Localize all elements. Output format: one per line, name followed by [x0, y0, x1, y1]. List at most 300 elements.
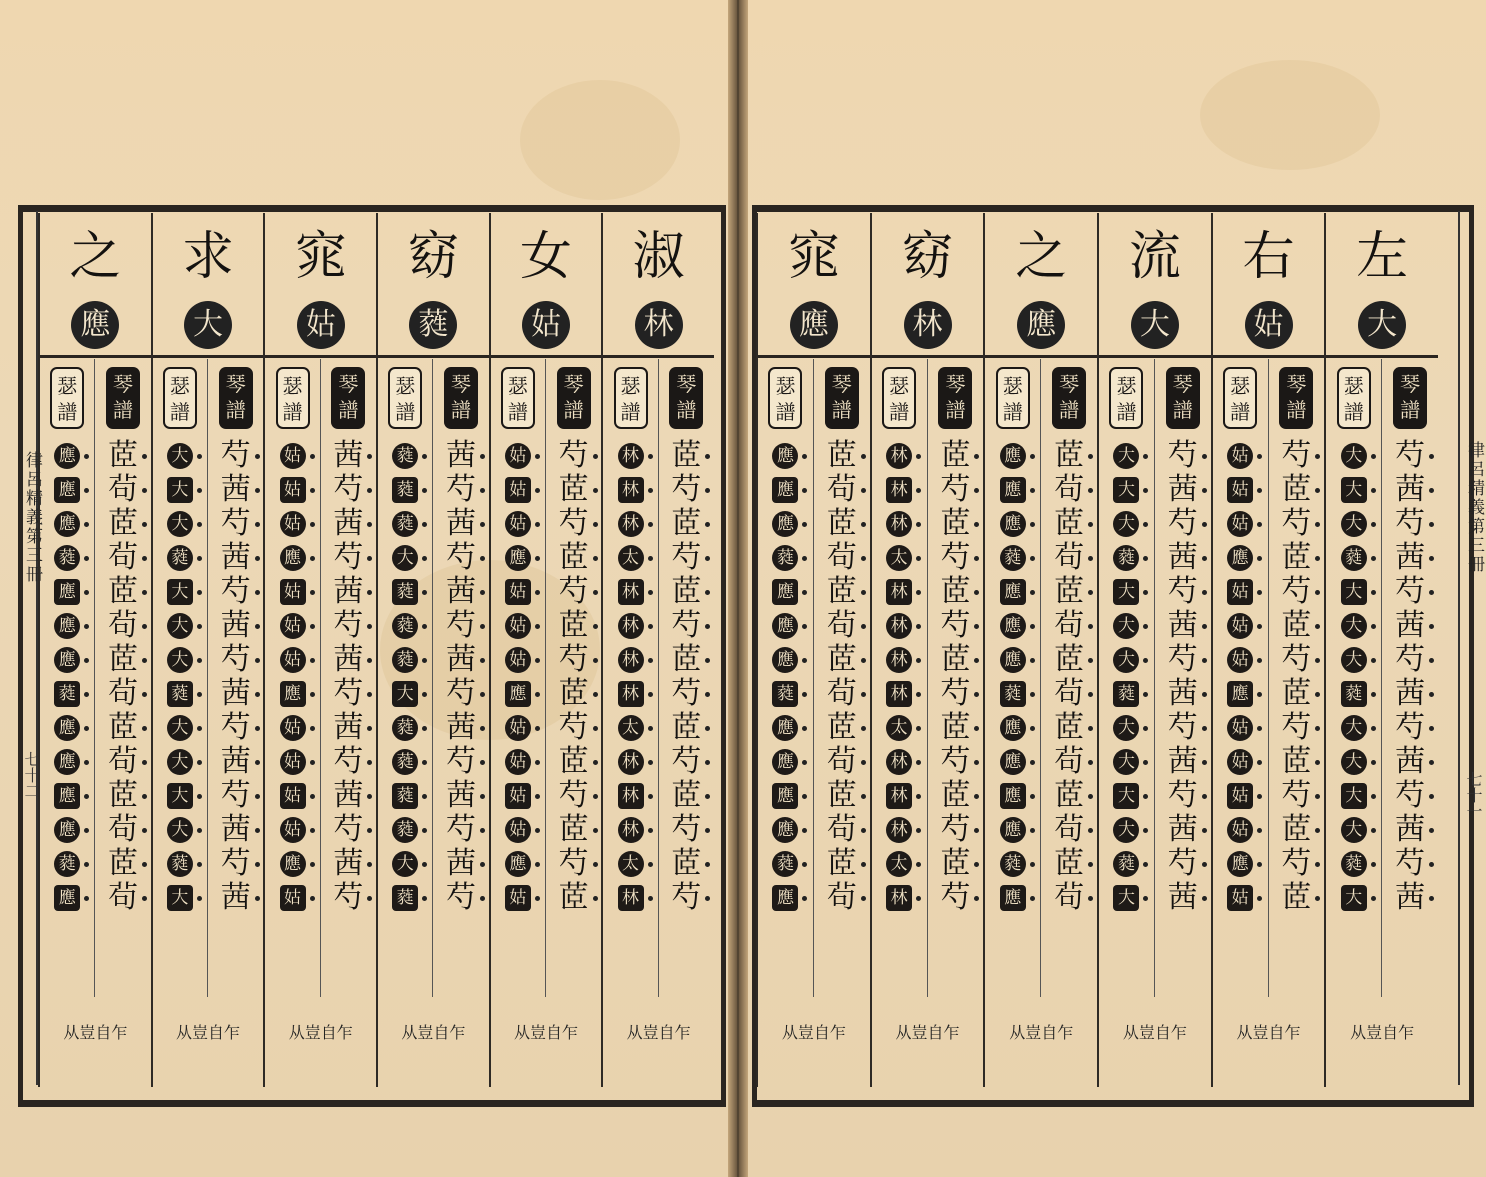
tablature-character: 茍 — [826, 608, 857, 643]
pitch-badge: 蕤 — [392, 749, 418, 775]
pitch-badge: 姑 — [280, 579, 306, 605]
tablature-character: 茜 — [446, 846, 477, 881]
qin-notation-column — [1041, 359, 1097, 997]
tablature-character: 茝 — [1054, 574, 1085, 609]
qin-notation-column — [1269, 359, 1325, 997]
se-label: 瑟譜 — [1337, 367, 1371, 429]
pitch-badge: 應 — [1000, 647, 1026, 673]
tablature-character: 芍 — [1281, 778, 1312, 813]
pitch-badge: 姑 — [505, 647, 531, 673]
tablature-character: 茝 — [108, 438, 139, 473]
pitch-badge: 大 — [1113, 511, 1139, 537]
header-divider — [265, 355, 376, 358]
score-column — [1324, 213, 1438, 1087]
column-footer: 从豈自乍 — [401, 1023, 466, 1042]
tablature-character: 茍 — [826, 744, 857, 779]
qin-notation-column — [814, 359, 870, 997]
column-footer: 从豈自乍 — [626, 1023, 691, 1042]
pitch-badge: 太 — [886, 851, 912, 877]
pitch-badge: 應 — [54, 749, 80, 775]
tablature-character: 茝 — [671, 778, 702, 813]
tablature-character: 芍 — [671, 880, 702, 915]
tablature-character: 茝 — [1054, 438, 1085, 473]
note-list — [378, 439, 432, 915]
tablature-character: 芍 — [671, 676, 702, 711]
pitch-badge: 應 — [1000, 579, 1026, 605]
pitch-badge: 林 — [886, 511, 912, 537]
header-divider — [603, 355, 714, 358]
tablature-character: 芍 — [446, 676, 477, 711]
tablature-character: 芍 — [1395, 778, 1426, 813]
tablature-character: 茝 — [940, 574, 971, 609]
tablature-character: 芍 — [1281, 710, 1312, 745]
qin-label: 琴譜 — [938, 367, 972, 429]
left-margin-title: 律呂精義第三冊 — [22, 451, 42, 584]
pitch-badge: 蕤 — [1341, 851, 1367, 877]
pitch-badge: 姑 — [505, 817, 531, 843]
pitch-badge: 林 — [618, 443, 644, 469]
se-label: 瑟譜 — [1109, 367, 1143, 429]
tablature-character: 芍 — [671, 744, 702, 779]
tablature-character: 茜 — [220, 472, 251, 507]
pitch-badge: 應 — [772, 477, 798, 503]
pitch-badge: 姑 — [280, 783, 306, 809]
tablature-character: 茍 — [1054, 472, 1085, 507]
tablature-character: 茜 — [446, 778, 477, 813]
tablature-character: 茜 — [446, 506, 477, 541]
pitch-badge: 應 — [1000, 885, 1026, 911]
note-list — [928, 439, 984, 915]
tablature-character: 芍 — [1167, 846, 1198, 881]
pitch-badge: 大 — [167, 477, 193, 503]
pitch-badge: 大 — [1113, 613, 1139, 639]
se-label: 瑟譜 — [614, 367, 648, 429]
tablature-character: 茍 — [826, 812, 857, 847]
pitch-badge: 大 — [167, 613, 193, 639]
header-divider — [872, 355, 984, 358]
tablature-character: 芍 — [446, 812, 477, 847]
pitch-badge: 大 — [167, 749, 193, 775]
pitch-badge: 姑 — [1227, 579, 1253, 605]
pitch-badge: 林 — [886, 477, 912, 503]
pitch-badge: 蕤 — [392, 613, 418, 639]
tablature-character: 茝 — [558, 540, 589, 575]
pitch-badge: 姑 — [1227, 477, 1253, 503]
score-column — [601, 213, 714, 1087]
lyric-character: 淑 — [632, 227, 685, 287]
se-label: 瑟譜 — [882, 367, 916, 429]
tablature-character: 茝 — [1054, 710, 1085, 745]
pitch-badge: 應 — [54, 783, 80, 809]
note-list — [1213, 439, 1268, 915]
tablature-character: 芍 — [220, 710, 251, 745]
tablature-character: 茜 — [1395, 608, 1426, 643]
qin-label: 琴譜 — [219, 367, 253, 429]
pitch-badge: 林 — [618, 681, 644, 707]
qin-label: 琴譜 — [331, 367, 365, 429]
qin-label: 琴譜 — [825, 367, 859, 429]
tablature-character: 茝 — [108, 574, 139, 609]
pitch-badge: 應 — [1000, 477, 1026, 503]
tablature-character: 茜 — [446, 710, 477, 745]
header-divider — [491, 355, 602, 358]
note-list — [1382, 439, 1438, 915]
pitch-badge: 大 — [167, 817, 193, 843]
pitch-badge: 姑 — [280, 647, 306, 673]
pitch-badge: 蕤 — [1000, 851, 1026, 877]
tablature-character: 芍 — [671, 472, 702, 507]
tablature-character: 茝 — [1281, 608, 1312, 643]
tablature-character: 芍 — [558, 778, 589, 813]
tablature-character: 芍 — [1167, 574, 1198, 609]
tablature-character: 茜 — [333, 710, 364, 745]
pitch-badge: 蕤 — [392, 715, 418, 741]
pitch-badge: 蕤 — [1000, 545, 1026, 571]
tablature-character: 芍 — [940, 676, 971, 711]
tablature-character: 茝 — [1281, 676, 1312, 711]
tablature-character: 芍 — [220, 846, 251, 881]
tablature-character: 茝 — [671, 642, 702, 677]
qin-notation-column — [1155, 359, 1211, 997]
tablature-character: 芍 — [333, 812, 364, 847]
tablature-character: 茝 — [671, 846, 702, 881]
tablature-character: 茍 — [1054, 812, 1085, 847]
tablature-character: 茜 — [220, 880, 251, 915]
tablature-character: 茝 — [1281, 744, 1312, 779]
pitch-badge: 大 — [1341, 477, 1367, 503]
header-divider — [985, 355, 1097, 358]
pitch-badge: 應 — [505, 851, 531, 877]
pitch-badge: 姑 — [280, 749, 306, 775]
tablature-character: 芍 — [558, 506, 589, 541]
column-footer: 从豈自乍 — [288, 1023, 353, 1042]
tablature-character: 茜 — [1395, 744, 1426, 779]
pitch-badge: 大 — [392, 545, 418, 571]
se-label: 瑟譜 — [276, 367, 310, 429]
tablature-character: 芍 — [558, 438, 589, 473]
tablature-character: 茝 — [558, 676, 589, 711]
header-divider — [40, 355, 151, 358]
pitch-badge: 蕤 — [1341, 545, 1367, 571]
mode-badge: 姑 — [522, 301, 570, 349]
pitch-badge: 應 — [1000, 817, 1026, 843]
tablature-character: 芍 — [446, 540, 477, 575]
note-list — [1041, 439, 1097, 915]
qin-notation-column — [546, 359, 601, 997]
tablature-character: 茜 — [333, 506, 364, 541]
pitch-badge: 應 — [1227, 545, 1253, 571]
tablature-character: 茝 — [108, 846, 139, 881]
tablature-character: 芍 — [671, 540, 702, 575]
pitch-badge: 蕤 — [392, 885, 418, 911]
pitch-badge: 應 — [772, 885, 798, 911]
pitch-badge: 姑 — [1227, 511, 1253, 537]
pitch-badge: 蕤 — [1341, 681, 1367, 707]
se-notation-column — [758, 359, 814, 997]
tablature-character: 芍 — [558, 642, 589, 677]
tablature-character: 茝 — [940, 710, 971, 745]
note-list — [208, 439, 263, 915]
qin-label: 琴譜 — [1166, 367, 1200, 429]
tablature-character: 芍 — [333, 608, 364, 643]
tablature-character: 茜 — [1395, 540, 1426, 575]
note-list — [433, 439, 488, 915]
se-notation-column — [1099, 359, 1155, 997]
right-margin-page-number: 七十一 — [1464, 771, 1483, 819]
lyric-character: 右 — [1242, 227, 1295, 287]
header-divider — [758, 355, 870, 358]
tablature-character: 芍 — [558, 574, 589, 609]
tablature-character: 茜 — [1395, 812, 1426, 847]
pitch-badge: 林 — [618, 613, 644, 639]
tablature-character: 芍 — [558, 846, 589, 881]
pitch-badge: 大 — [1113, 443, 1139, 469]
pitch-badge: 大 — [1341, 749, 1367, 775]
pitch-badge: 太 — [886, 715, 912, 741]
pitch-badge: 大 — [167, 783, 193, 809]
se-notation-column — [1326, 359, 1382, 997]
pitch-badge: 大 — [1341, 613, 1367, 639]
pitch-badge: 大 — [1113, 477, 1139, 503]
pitch-badge: 應 — [1000, 749, 1026, 775]
tablature-character: 茜 — [446, 642, 477, 677]
pitch-badge: 應 — [1000, 783, 1026, 809]
tablature-character: 茜 — [220, 812, 251, 847]
pitch-badge: 太 — [618, 545, 644, 571]
qin-notation-column — [95, 359, 150, 997]
tablature-character: 芍 — [671, 608, 702, 643]
note-list — [1269, 439, 1325, 915]
tablature-character: 茝 — [1281, 812, 1312, 847]
mode-badge: 應 — [790, 301, 838, 349]
pitch-badge: 蕤 — [1000, 681, 1026, 707]
tablature-character: 芍 — [1281, 846, 1312, 881]
tablature-character: 芍 — [1395, 574, 1426, 609]
pitch-badge: 姑 — [280, 817, 306, 843]
pitch-badge: 應 — [772, 817, 798, 843]
pitch-badge: 姑 — [1227, 885, 1253, 911]
tablature-character: 芍 — [333, 540, 364, 575]
pitch-badge: 應 — [54, 477, 80, 503]
se-notation-column — [265, 359, 320, 997]
pitch-badge: 應 — [505, 681, 531, 707]
pitch-badge: 應 — [54, 817, 80, 843]
pitch-badge: 姑 — [505, 477, 531, 503]
column-footer: 从豈自乍 — [176, 1023, 241, 1042]
tablature-character: 茝 — [1054, 642, 1085, 677]
tablature-character: 芍 — [220, 642, 251, 677]
tablature-character: 茝 — [826, 438, 857, 473]
right-score-columns — [756, 213, 1438, 1087]
pitch-badge: 姑 — [1227, 443, 1253, 469]
note-list — [659, 439, 714, 915]
pitch-badge: 應 — [280, 681, 306, 707]
pitch-badge: 大 — [167, 511, 193, 537]
pitch-badge: 林 — [618, 647, 644, 673]
pitch-badge: 太 — [618, 715, 644, 741]
tablature-character: 茝 — [826, 574, 857, 609]
se-notation-column — [872, 359, 928, 997]
pitch-badge: 姑 — [280, 613, 306, 639]
tablature-character: 茝 — [108, 710, 139, 745]
pitch-badge: 林 — [886, 783, 912, 809]
tablature-character: 茜 — [220, 676, 251, 711]
tablature-character: 茍 — [108, 676, 139, 711]
pitch-badge: 姑 — [505, 443, 531, 469]
pitch-badge: 應 — [1000, 443, 1026, 469]
note-list — [40, 439, 94, 915]
pitch-badge: 應 — [1000, 511, 1026, 537]
pitch-badge: 大 — [1341, 885, 1367, 911]
tablature-character: 茜 — [333, 574, 364, 609]
se-notation-column — [1213, 359, 1269, 997]
pitch-badge: 應 — [772, 715, 798, 741]
se-notation-column — [491, 359, 546, 997]
header-divider — [1099, 355, 1211, 358]
pitch-badge: 太 — [618, 851, 644, 877]
tablature-character: 茜 — [1395, 880, 1426, 915]
pitch-badge: 大 — [1113, 579, 1139, 605]
pitch-badge: 蕤 — [772, 681, 798, 707]
pitch-badge: 林 — [886, 579, 912, 605]
tablature-character: 茝 — [826, 642, 857, 677]
score-column — [376, 213, 489, 1087]
tablature-character: 芍 — [1395, 846, 1426, 881]
tablature-character: 茜 — [1395, 676, 1426, 711]
score-column — [38, 213, 151, 1087]
score-column — [489, 213, 602, 1087]
tablature-character: 茝 — [826, 778, 857, 813]
tablature-character: 芍 — [333, 676, 364, 711]
pitch-badge: 姑 — [1227, 647, 1253, 673]
lyric-character: 窈 — [901, 227, 954, 287]
pitch-badge: 蕤 — [54, 851, 80, 877]
tablature-character: 茜 — [1167, 608, 1198, 643]
tablature-character: 芍 — [940, 608, 971, 643]
lyric-character: 流 — [1128, 227, 1181, 287]
se-label: 瑟譜 — [1223, 367, 1257, 429]
note-list — [491, 439, 545, 915]
mode-badge: 大 — [184, 301, 232, 349]
pitch-badge: 林 — [618, 579, 644, 605]
tablature-character: 芍 — [940, 812, 971, 847]
pitch-badge: 姑 — [280, 477, 306, 503]
se-label: 瑟譜 — [50, 367, 84, 429]
pitch-badge: 大 — [1341, 715, 1367, 741]
tablature-character: 茍 — [1054, 608, 1085, 643]
pitch-badge: 大 — [1113, 715, 1139, 741]
pitch-badge: 蕤 — [167, 851, 193, 877]
tablature-character: 茝 — [826, 846, 857, 881]
tablature-character: 茜 — [446, 438, 477, 473]
qin-label: 琴譜 — [1393, 367, 1427, 429]
pitch-badge: 蕤 — [772, 851, 798, 877]
se-notation-column — [985, 359, 1041, 997]
pitch-badge: 應 — [54, 885, 80, 911]
pitch-badge: 大 — [167, 579, 193, 605]
tablature-character: 茍 — [108, 608, 139, 643]
pitch-badge: 應 — [1227, 851, 1253, 877]
tablature-character: 芍 — [220, 574, 251, 609]
tablature-character: 茝 — [940, 642, 971, 677]
header-divider — [378, 355, 489, 358]
tablature-character: 茍 — [108, 744, 139, 779]
qin-label: 琴譜 — [1279, 367, 1313, 429]
right-margin-title: 律呂精義第三冊 — [1464, 441, 1484, 574]
se-label: 瑟譜 — [501, 367, 535, 429]
tablature-character: 芍 — [1281, 438, 1312, 473]
tablature-character: 芍 — [1395, 438, 1426, 473]
tablature-character: 芍 — [333, 472, 364, 507]
mode-badge: 蕤 — [409, 301, 457, 349]
column-footer: 从豈自乍 — [63, 1023, 128, 1042]
tablature-character: 芍 — [940, 880, 971, 915]
tablature-character: 茝 — [108, 778, 139, 813]
tablature-character: 茝 — [940, 846, 971, 881]
tablature-character: 茍 — [1054, 540, 1085, 575]
tablature-character: 茜 — [1167, 676, 1198, 711]
tablature-character: 芍 — [1395, 710, 1426, 745]
score-column — [870, 213, 984, 1087]
tablature-character: 茝 — [1281, 472, 1312, 507]
tablature-character: 茜 — [220, 540, 251, 575]
pitch-badge: 蕤 — [392, 783, 418, 809]
pitch-badge: 應 — [772, 647, 798, 673]
lyric-character: 左 — [1356, 227, 1409, 287]
tablature-character: 芍 — [333, 744, 364, 779]
tablature-character: 芍 — [446, 744, 477, 779]
pitch-badge: 姑 — [280, 511, 306, 537]
pitch-badge: 應 — [772, 511, 798, 537]
pitch-badge: 大 — [1113, 647, 1139, 673]
column-footer: 从豈自乍 — [781, 1023, 846, 1042]
pitch-badge: 大 — [1341, 783, 1367, 809]
tablature-character: 茝 — [1054, 846, 1085, 881]
tablature-character: 芍 — [1395, 642, 1426, 677]
pitch-badge: 蕤 — [392, 647, 418, 673]
pitch-badge: 姑 — [280, 715, 306, 741]
tablature-character: 茝 — [1054, 506, 1085, 541]
header-divider — [1326, 355, 1438, 358]
mode-badge: 大 — [1358, 301, 1406, 349]
pitch-badge: 大 — [167, 885, 193, 911]
score-column — [983, 213, 1097, 1087]
pitch-badge: 蕤 — [167, 545, 193, 571]
column-footer: 从豈自乍 — [895, 1023, 960, 1042]
note-list — [153, 439, 207, 915]
tablature-character: 茝 — [826, 710, 857, 745]
tablature-character: 芍 — [220, 438, 251, 473]
tablature-character: 茝 — [671, 710, 702, 745]
tablature-character: 茍 — [826, 472, 857, 507]
score-column — [151, 213, 264, 1087]
pitch-badge: 姑 — [505, 715, 531, 741]
tablature-character: 茍 — [108, 812, 139, 847]
note-list — [814, 439, 870, 915]
pitch-badge: 大 — [392, 851, 418, 877]
tablature-character: 芍 — [940, 540, 971, 575]
tablature-character: 芍 — [333, 880, 364, 915]
pitch-badge: 應 — [54, 511, 80, 537]
note-list — [872, 439, 927, 915]
pitch-badge: 蕤 — [392, 817, 418, 843]
pitch-badge: 林 — [618, 749, 644, 775]
pitch-badge: 應 — [1227, 681, 1253, 707]
pitch-badge: 大 — [1341, 579, 1367, 605]
pitch-badge: 大 — [1113, 749, 1139, 775]
tablature-character: 芍 — [1167, 710, 1198, 745]
mode-badge: 林 — [635, 301, 683, 349]
